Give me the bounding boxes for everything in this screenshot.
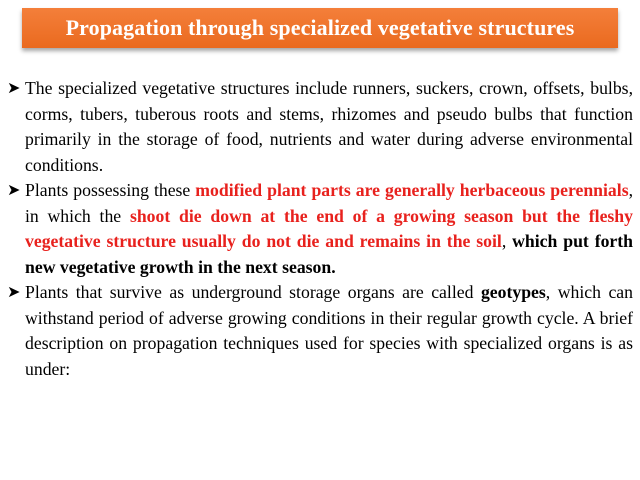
bullet-text: The specialized vegetative structures include runners, suckers, crown, offsets, bulbs, corms, tubers, tuberous roots and stems, rhizomes and pseudo bulbs that function primarily in the storage of food, nutrients and water during adverse environmental conditions. [25, 78, 633, 175]
title-bar [22, 8, 618, 48]
slide-title: Propagation through specialized vegetative structures [65, 15, 575, 40]
bullet-item [8, 178, 633, 280]
highlight-text: shoot die down at the end of a growing season but the fleshy vegetative structure usually do not die and remains in the soil [25, 205, 633, 251]
bullet-text: , [501, 231, 513, 251]
bullet-text: Plants possessing these [25, 180, 196, 200]
bullet-item [8, 280, 633, 382]
bullet-item [8, 76, 633, 178]
arrow-bullet-icon: ➤ [7, 284, 21, 301]
bullet-text: , which can withstand period of adverse growing conditions in their regular growth cycle. A brief description on propagation techniques used for species with specialized organs is as under: [25, 282, 633, 379]
bold-text: which put forth new vegetative growth in the next season. [25, 231, 633, 277]
highlight-text: modified plant parts are generally herbaceous perennials [195, 180, 629, 200]
arrow-bullet-icon: ➤ [7, 80, 21, 97]
arrow-bullet-icon: ➤ [7, 182, 21, 199]
bullet-list [8, 76, 633, 382]
bullet-text: , in which the [25, 180, 633, 226]
bold-text: geotypes [480, 282, 546, 302]
bullet-text: Plants that survive as underground storage organs are called [25, 282, 481, 302]
